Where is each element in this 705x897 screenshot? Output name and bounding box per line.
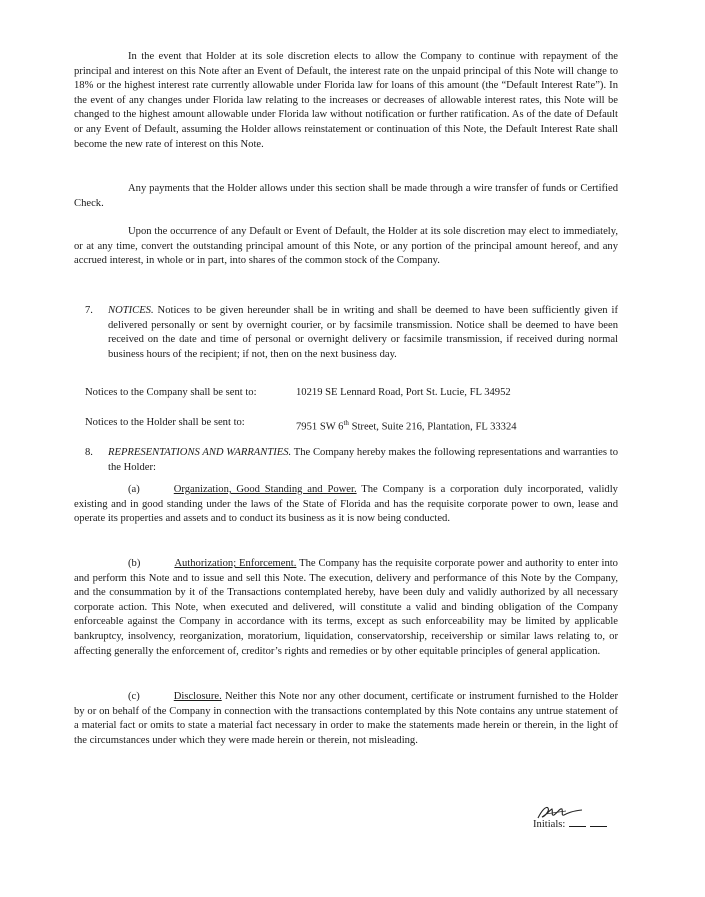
company-address-text: 10219 SE Lennard Road, Port St. Lucie, FL 34952 xyxy=(296,387,511,398)
initials-label: Initials: xyxy=(533,819,566,830)
holder-notice-row xyxy=(85,416,245,431)
conversion-paragraph: Upon the occurrence of any Default or Event of Default, the Holder at its sole discretion may elect to immediately, or at any time, convert the outstanding principal amount of this Note, or any portion of the principal amount hereof, and any accrued interest, in whole or in part, into shares of the common stock of the Company. xyxy=(74,226,618,267)
clause-a-body: The Company is a corporation duly incorporated, validly existing and in good standing under the laws of the State of Florida and has the requisite corporate power to own, lease and operate its properties and assets and to conduct its business as it is now being conducted. xyxy=(74,484,618,525)
section-8-body: The Company hereby makes the following representations and warranties to the Holder: xyxy=(108,447,618,473)
clause-b-label: (b) xyxy=(128,558,141,569)
clause-a xyxy=(74,483,618,527)
clause-c-body: Neither this Note nor any other document, certificate or instrument furnished to the Holder by or on behalf of the Company in connection with the transactions contemplated by this Note contains any untrue statement of a material fact or omits to state a material fact necessary in order to make the statements made herein or therein, in the light of the circumstances under which they were made herein or therein, not misleading. xyxy=(74,691,618,746)
clause-b xyxy=(74,557,618,659)
section-7-heading: NOTICES. xyxy=(108,305,154,316)
holder-address xyxy=(296,416,517,435)
clause-a-label: (a) xyxy=(128,484,140,495)
clause-c-title: Disclosure. xyxy=(173,691,222,702)
holder-address-post: Street, Suite 216, Plantation, FL 33324 xyxy=(348,421,517,433)
company-address xyxy=(296,386,511,401)
clause-a-title: Organization, Good Standing and Power. xyxy=(173,484,357,495)
section-7-notices xyxy=(108,304,618,362)
section-8-number: 8. xyxy=(85,447,93,458)
section-7-number: 7. xyxy=(85,305,93,316)
clause-b-title: Authorization; Enforcement. xyxy=(174,558,297,569)
default-interest-paragraph: In the event that Holder at its sole discretion elects to allow the Company to continue with repayment of the principal and interest on this Note after an Event of Default, the interest rate on the unpaid principal of this Note will change to 18% or the highest interest rate currently allowable under Florida law for loans of this amount (the “Default Interest Rate”). In the event of any changes under Florida law relating to the increases or decreases of allowable interest rates, this Note will be changed to the highest amount allowable under Florida law without notification or further ratification. As of the date of Default or any Event of Default, assuming the Holder allows reinstatement or continuation of this Note, the Default Interest Rate shall become the new rate of interest on this Note. xyxy=(74,51,618,150)
clause-b-body: The Company has the requisite corporate power and authority to enter into and perform this Note and to issue and sell this Note. The execution, delivery and performance of this Note by the Company, and the consummation by it of the Transactions contemplated hereby, have been duly and validly authorized by all necessary corporate action. This Note, when executed and delivered, will constitute a valid and binding obligation of the Company enforceable against the Company in accordance with its terms, except as such enforceability may be limited by applicable bankruptcy, insolvency, reorganization, moratorium, liquidation, conservatorship, receivership or similar laws relating to, or affecting generally the enforcement of, creditor’s rights and remedies or by other equitable principles of general application. xyxy=(74,558,618,657)
section-7-body: Notices to be given hereunder shall be in writing and shall be deemed to have been sufficiently given if delivered personally or sent by overnight courier, or by facsimile transmission. Notice shall be deemed to have been received on the date and time of personal or overnight delivery or facsimile transmission, if received during normal business hours of the recipient; if not, then on the next business day. xyxy=(108,305,618,360)
company-notice-row xyxy=(85,386,257,401)
initials-blank-2 xyxy=(590,825,607,827)
section-8-representations xyxy=(108,446,618,475)
company-notice-label: Notices to the Company shall be sent to: xyxy=(85,387,257,398)
clause-c-label: (c) xyxy=(128,691,140,702)
section-8-heading: REPRESENTATIONS AND WARRANTIES. xyxy=(108,447,292,458)
holder-address-sup: th xyxy=(343,419,349,427)
holder-notice-label: Notices to the Holder shall be sent to: xyxy=(85,417,245,428)
initials-blank-1 xyxy=(569,825,586,827)
initials-line xyxy=(533,818,607,833)
payments-paragraph: Any payments that the Holder allows under this section shall be made through a wire transfer of funds or Certified Check. xyxy=(74,183,618,209)
holder-address-pre: 7951 SW 6 xyxy=(296,421,344,433)
clause-c xyxy=(74,690,618,748)
